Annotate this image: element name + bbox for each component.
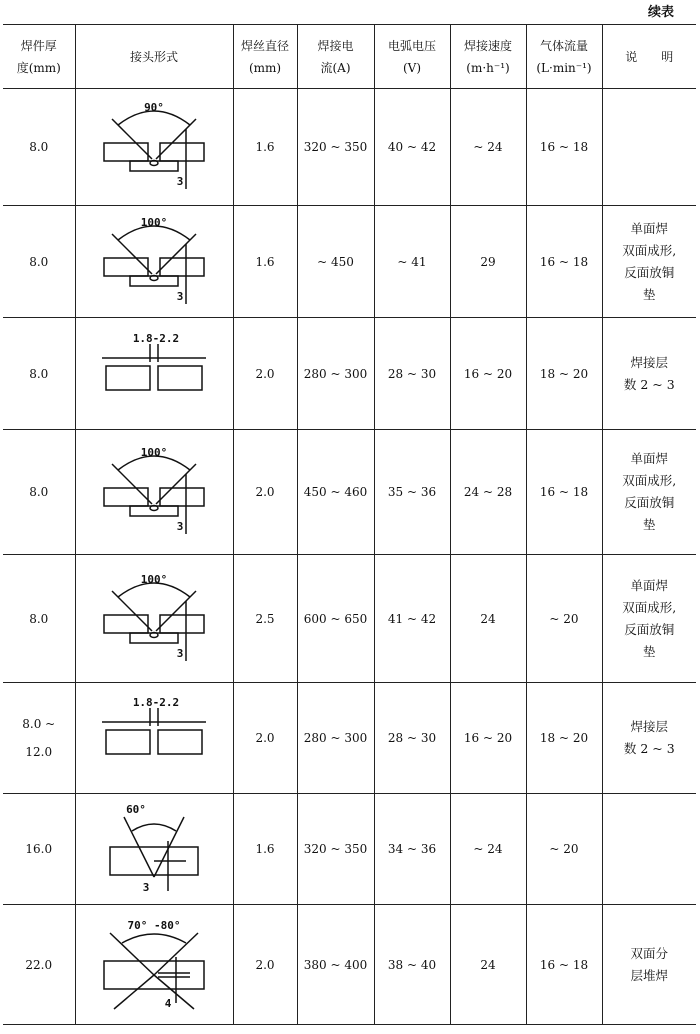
gap-label: 1.8-2.2: [132, 696, 180, 709]
joint-diagram: [94, 917, 214, 1013]
groove-angle-label: 100°: [140, 572, 168, 586]
cell-wire-diameter: 2.5: [233, 555, 297, 683]
groove-angle-label: 90°: [144, 101, 164, 114]
joint-diagram: [94, 326, 214, 422]
cell-speed: ~ 24: [450, 794, 526, 905]
table-row: [3, 683, 696, 794]
cell-speed: 16 ~ 20: [450, 318, 526, 430]
cell-wire-diameter: 2.0: [233, 683, 297, 794]
cell-wire-diameter: 1.6: [233, 89, 297, 206]
groove-angle-label: 70° -80°: [127, 918, 181, 932]
table-body: [3, 89, 696, 1025]
cell-current: 320 ~ 350: [297, 89, 374, 206]
cell-voltage: 35 ~ 36: [374, 430, 450, 555]
joint-diagram: [94, 690, 214, 786]
cell-note: 单面焊 双面成形, 反面放铜 垫: [602, 430, 696, 555]
cell-current: ~ 450: [297, 206, 374, 318]
header-joint: 接头形式: [75, 25, 233, 89]
cell-note: 双面分 层堆焊: [602, 905, 696, 1025]
cell-note: 焊接层 数 2 ~ 3: [602, 683, 696, 794]
cell-gas-flow: 18 ~ 20: [526, 318, 602, 430]
header-current: 焊接电 流(A): [297, 25, 374, 89]
joint-diagram: [94, 444, 214, 540]
cell-voltage: 40 ~ 42: [374, 89, 450, 206]
cell-joint-form: [75, 206, 233, 318]
cell-speed: 16 ~ 20: [450, 683, 526, 794]
cell-note: [602, 794, 696, 905]
cell-speed: 24 ~ 28: [450, 430, 526, 555]
cell-gas-flow: 18 ~ 20: [526, 683, 602, 794]
cell-note: 单面焊 双面成形, 反面放铜 垫: [602, 555, 696, 683]
cell-joint-form: [75, 555, 233, 683]
header-thickness: 焊件厚 度(mm): [3, 25, 75, 89]
cell-speed: 24: [450, 905, 526, 1025]
cell-current: 380 ~ 400: [297, 905, 374, 1025]
cell-thickness: 8.0: [3, 318, 75, 430]
cell-current: 320 ~ 350: [297, 794, 374, 905]
table-row: [3, 89, 696, 206]
header-note: 说 明: [602, 25, 696, 89]
cell-wire-diameter: 1.6: [233, 794, 297, 905]
root-face-label: 3: [176, 175, 184, 188]
cell-speed: 29: [450, 206, 526, 318]
cell-thickness: 16.0: [3, 794, 75, 905]
cell-joint-form: [75, 905, 233, 1025]
cell-note: 单面焊 双面成形, 反面放铜 垫: [602, 206, 696, 318]
joint-diagram: [94, 214, 214, 310]
joint-diagram: [94, 99, 214, 195]
header-wire-diameter: 焊丝直径 (mm): [233, 25, 297, 89]
cell-joint-form: [75, 430, 233, 555]
cell-wire-diameter: 2.0: [233, 318, 297, 430]
groove-angle-label: 100°: [140, 215, 168, 229]
cell-current: 280 ~ 300: [297, 683, 374, 794]
cell-current: 280 ~ 300: [297, 318, 374, 430]
cell-thickness: 8.0 ~ 12.0: [3, 683, 75, 794]
cell-voltage: 41 ~ 42: [374, 555, 450, 683]
cell-joint-form: [75, 89, 233, 206]
root-face-label: 3: [176, 646, 184, 660]
cell-thickness: 8.0: [3, 89, 75, 206]
cell-gas-flow: 16 ~ 18: [526, 206, 602, 318]
cell-voltage: 34 ~ 36: [374, 794, 450, 905]
table-caption: 续表: [647, 5, 674, 20]
cell-note: [602, 89, 696, 206]
groove-angle-label: 60°: [126, 803, 146, 816]
table-row: [3, 555, 696, 683]
cell-thickness: 8.0: [3, 430, 75, 555]
cell-gas-flow: 16 ~ 18: [526, 905, 602, 1025]
cell-voltage: 28 ~ 30: [374, 683, 450, 794]
root-face-label: 3: [176, 520, 184, 533]
cell-speed: ~ 24: [450, 89, 526, 206]
header-voltage: 电弧电压 (V): [374, 25, 450, 89]
root-face-label: 3: [176, 289, 184, 303]
table-row: [3, 905, 696, 1025]
table-row: [3, 794, 696, 905]
cell-current: 450 ~ 460: [297, 430, 374, 555]
cell-wire-diameter: 1.6: [233, 206, 297, 318]
cell-gas-flow: 16 ~ 18: [526, 430, 602, 555]
cell-current: 600 ~ 650: [297, 555, 374, 683]
header-row: [3, 25, 696, 89]
cell-wire-diameter: 2.0: [233, 430, 297, 555]
cell-voltage: 28 ~ 30: [374, 318, 450, 430]
header-speed: 焊接速度 (m·h⁻¹): [450, 25, 526, 89]
header-gas-flow: 气体流量 (L·min⁻¹): [526, 25, 602, 89]
cell-joint-form: [75, 683, 233, 794]
cell-wire-diameter: 2.0: [233, 905, 297, 1025]
welding-parameters-table: [3, 24, 696, 1025]
cell-thickness: 22.0: [3, 905, 75, 1025]
root-face-label: 3: [142, 881, 150, 894]
cell-thickness: 8.0: [3, 206, 75, 318]
cell-gas-flow: 16 ~ 18: [526, 89, 602, 206]
table-row: [3, 430, 696, 555]
cell-voltage: ~ 41: [374, 206, 450, 318]
joint-diagram: [94, 571, 214, 667]
cell-gas-flow: ~ 20: [526, 794, 602, 905]
cell-joint-form: [75, 794, 233, 905]
cell-note: 焊接层 数 2 ~ 3: [602, 318, 696, 430]
joint-diagram: [94, 801, 214, 897]
gap-label: 1.8-2.2: [132, 331, 180, 345]
cell-gas-flow: ~ 20: [526, 555, 602, 683]
cell-voltage: 38 ~ 40: [374, 905, 450, 1025]
cell-thickness: 8.0: [3, 555, 75, 683]
root-face-label: 4: [164, 996, 172, 1010]
table-row: [3, 318, 696, 430]
groove-angle-label: 100°: [140, 446, 168, 459]
cell-joint-form: [75, 318, 233, 430]
table-row: [3, 206, 696, 318]
cell-speed: 24: [450, 555, 526, 683]
